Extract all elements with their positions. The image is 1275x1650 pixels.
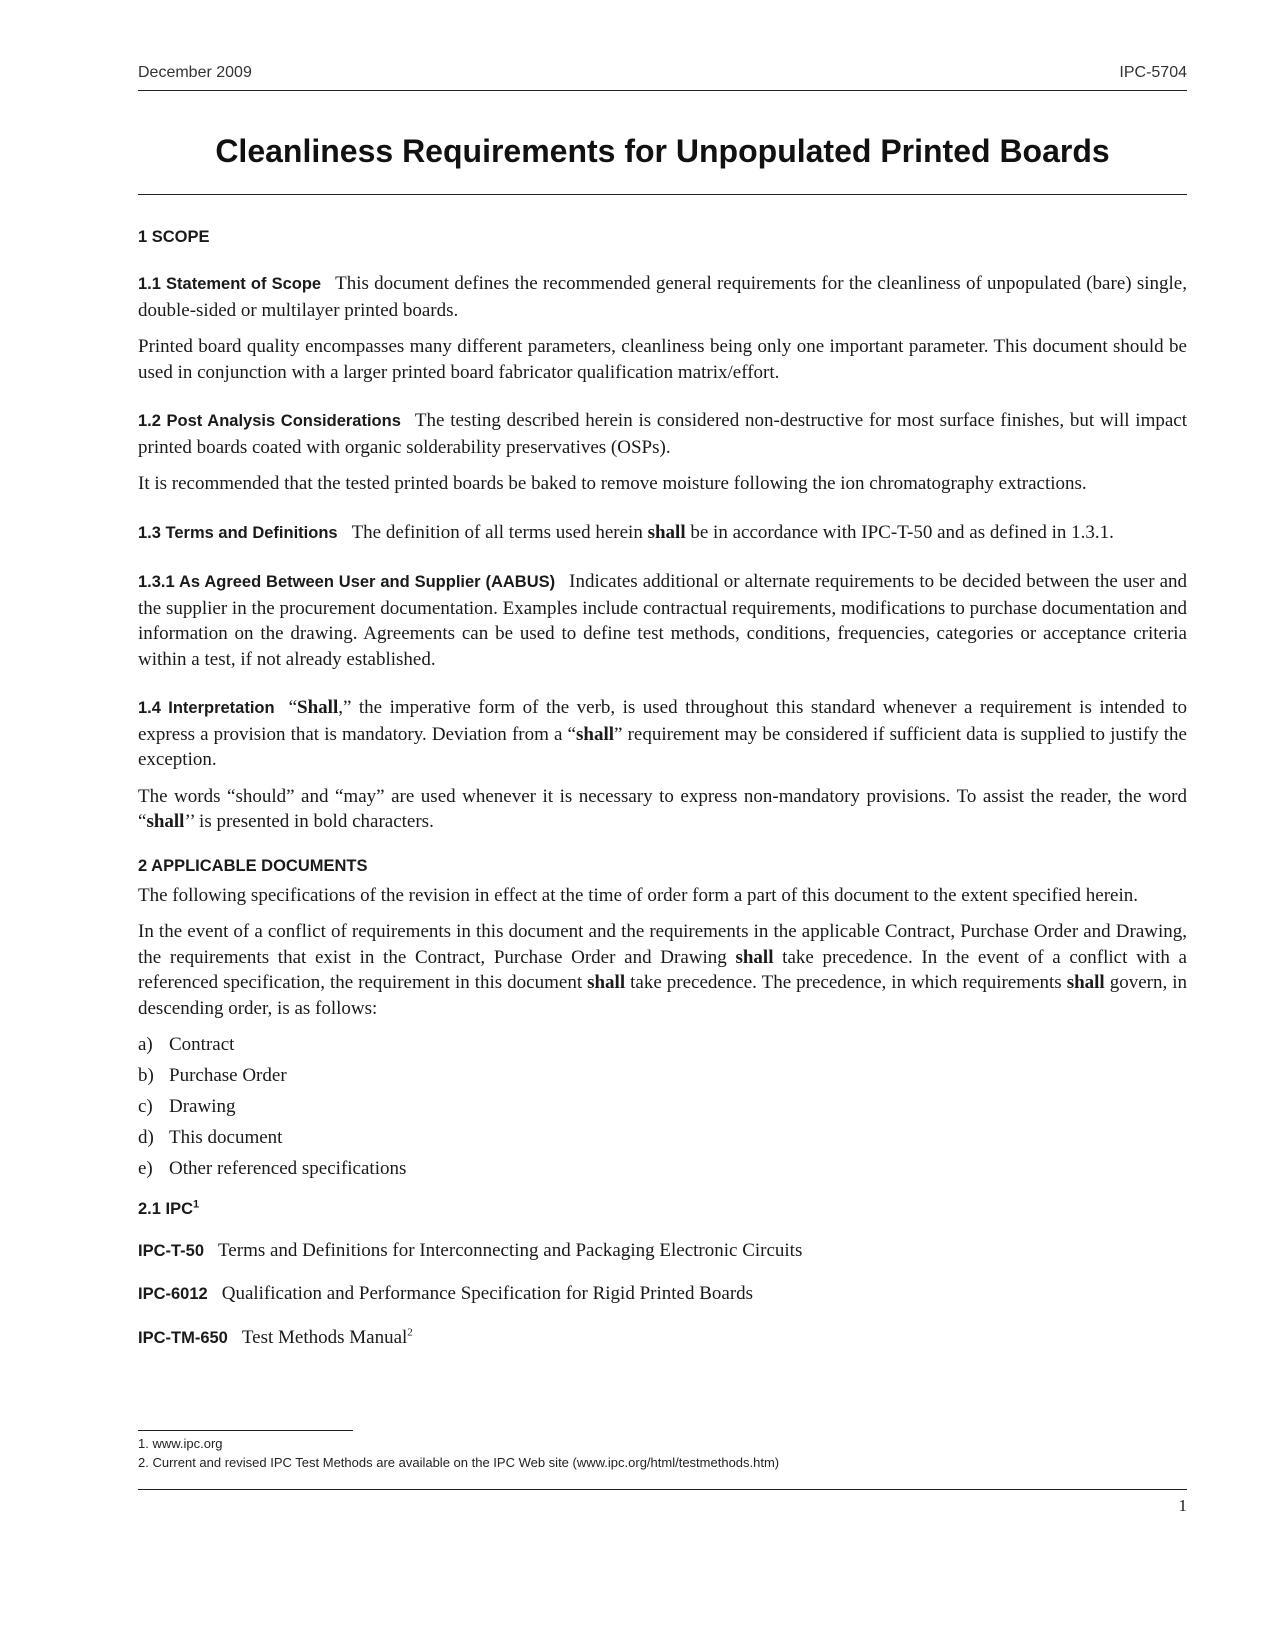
section-1-2 — [138, 408, 1187, 460]
section-2-heading: 2 APPLICABLE DOCUMENTS — [138, 856, 368, 875]
section-1-3-label: 1.3 Terms and Definitions — [138, 523, 338, 542]
section-1-1 — [138, 271, 1187, 323]
shall-keyword: shall — [647, 521, 686, 543]
precedence-list — [138, 1032, 1187, 1182]
list-item-text: This document — [169, 1127, 283, 1148]
list-item — [138, 1032, 1187, 1058]
footer-rule — [138, 1489, 1187, 1490]
title-rule — [138, 194, 1187, 195]
section-1-heading: 1 SCOPE — [138, 228, 210, 246]
section-1-2-text: The testing described herein is considered non-destructive for most surface finishes, but will impact printed boards coated with organic solderability preservatives (OSPs). — [138, 410, 1187, 458]
section-2-text-c: take precedence. The precedence, in which requirements — [625, 972, 1067, 993]
section-1-2-label: 1.2 Post Analysis Considerations — [138, 412, 401, 430]
reference-title: Terms and Definitions for Interconnecting and Packaging Electronic Circuits — [218, 1239, 803, 1261]
shall-keyword: Shall — [297, 697, 339, 718]
section-1-4-paragraph-2 — [138, 784, 1187, 835]
document-body — [138, 220, 1187, 1368]
list-marker: e) — [138, 1158, 153, 1179]
header-date: December 2009 — [138, 64, 252, 81]
section-2-paragraph-1: The following specifications of the revision in effect at the time of order form a part of this document to the extent specified herein. — [138, 884, 1138, 906]
section-2-text-b: take precedence. In the event of a conflict with a referenced specification, the requirement in this document — [138, 946, 1187, 993]
list-marker: b) — [138, 1065, 154, 1086]
shall-keyword: shall — [576, 723, 615, 745]
section-1-2-paragraph-2: It is recommended that the tested printed boards be baked to remove moisture following the ion chromatography extractions. — [138, 473, 1087, 494]
reference-code: IPC-6012 — [138, 1285, 208, 1303]
section-1-1-text: This document defines the recommended general requirements for the cleanliness of unpopulated (bare) single, double-sided or multilayer printed boards. — [138, 273, 1187, 321]
footnotes — [138, 1434, 1187, 1472]
shall-keyword: shall — [735, 946, 774, 968]
header-doc-id: IPC-5704 — [1119, 64, 1187, 81]
open-quote: “ — [288, 697, 298, 718]
footnote-ref: 1 — [193, 1198, 200, 1210]
page-title: Cleanliness Requirements for Unpopulated Printed Boards — [215, 133, 1110, 169]
section-2-text-a: In the event of a conflict of requirements in this document and the requirements in the applicable Contract, Purchase Order and Drawing, the requirements that exist in the Contract, Purchase Order and Drawing — [138, 921, 1187, 968]
list-item-text: Contract — [169, 1034, 235, 1055]
footnote-1: 1. www.ipc.org — [138, 1436, 223, 1451]
section-1-3-text-b: be in accordance with IPC-T-50 and as defined in 1.3.1. — [685, 521, 1114, 543]
list-marker: a) — [138, 1034, 153, 1055]
reference-title: Qualification and Performance Specification for Rigid Printed Boards — [221, 1283, 754, 1304]
footnote-2: 2. Current and revised IPC Test Methods are available on the IPC Web site (www.ipc.org/html/testmethods.htm) — [138, 1455, 780, 1470]
section-1-4-text-b: ” requirement may be considered if sufficient data is supplied to justify the exception. — [138, 723, 1187, 770]
shall-keyword: shall — [146, 811, 185, 832]
section-2-paragraph-2 — [138, 919, 1187, 1021]
footnote-ref: 2 — [407, 1326, 413, 1339]
list-item-text: Other referenced specifications — [169, 1158, 407, 1179]
list-marker: d) — [138, 1127, 154, 1148]
section-1-3-1-label: 1.3.1 As Agreed Between User and Supplier (AABUS) — [138, 573, 556, 591]
page-number: 1 — [1178, 1496, 1187, 1515]
list-marker: c) — [138, 1096, 153, 1117]
reference-code: IPC-T-50 — [138, 1241, 205, 1260]
section-1-3-text-a: The definition of all terms used herein — [351, 521, 648, 543]
section-1-3 — [138, 520, 1187, 547]
section-1-1-label: 1.1 Statement of Scope — [138, 275, 322, 293]
section-1-4 — [138, 695, 1187, 773]
section-1-4-p2-text-a: The words “should” and “may” are used whenever it is necessary to express non-mandatory provisions. To assist the reader, the word “ — [138, 785, 1187, 832]
shall-keyword: shall — [587, 972, 626, 993]
reference-item — [138, 1238, 1187, 1265]
section-1-4-p2-text-b: ’’ is presented in bold characters. — [184, 811, 434, 832]
reference-item — [138, 1281, 1187, 1308]
list-item — [138, 1094, 1187, 1120]
section-2-text-d: govern, in descending order, is as follows: — [138, 972, 1187, 1019]
list-item-text: Purchase Order — [169, 1065, 287, 1086]
section-2-1-label: 2.1 IPC — [138, 1199, 194, 1218]
footnote-rule — [138, 1430, 353, 1431]
section-1-4-text-a: ,” the imperative form of the verb, is used throughout this standard whenever a requirement is intended to express a provision that is mandatory. Deviation from a “ — [138, 697, 1187, 745]
section-1-3-1 — [138, 569, 1187, 672]
reference-code: IPC-TM-650 — [138, 1328, 228, 1347]
list-item — [138, 1156, 1187, 1182]
list-item — [138, 1125, 1187, 1151]
reference-item — [138, 1325, 1187, 1352]
header-rule — [138, 90, 1187, 91]
list-item — [138, 1063, 1187, 1089]
section-2-1-heading — [138, 1198, 1187, 1220]
shall-keyword: shall — [1066, 972, 1105, 993]
section-1-4-label: 1.4 Interpretation — [138, 699, 275, 717]
document-page — [138, 0, 1187, 1650]
list-item-text: Drawing — [169, 1096, 236, 1117]
section-1-1-paragraph-2: Printed board quality encompasses many different parameters, cleanliness being only one important parameter. This document should be used in conjunction with a larger printed board fabricator qualification matrix/effort. — [138, 336, 1187, 383]
running-header — [138, 64, 1187, 86]
reference-title: Test Methods Manual — [241, 1326, 408, 1348]
section-1-3-1-text: Indicates additional or alternate requirements to be decided between the user and the supplier in the procurement documentation. Examples include contractual requirements, modifications to purchase documentation and information on the drawing. Agreements can be used to define test methods, conditions, frequencies, categories or acceptance criteria within a test, if not already established. — [138, 571, 1187, 670]
